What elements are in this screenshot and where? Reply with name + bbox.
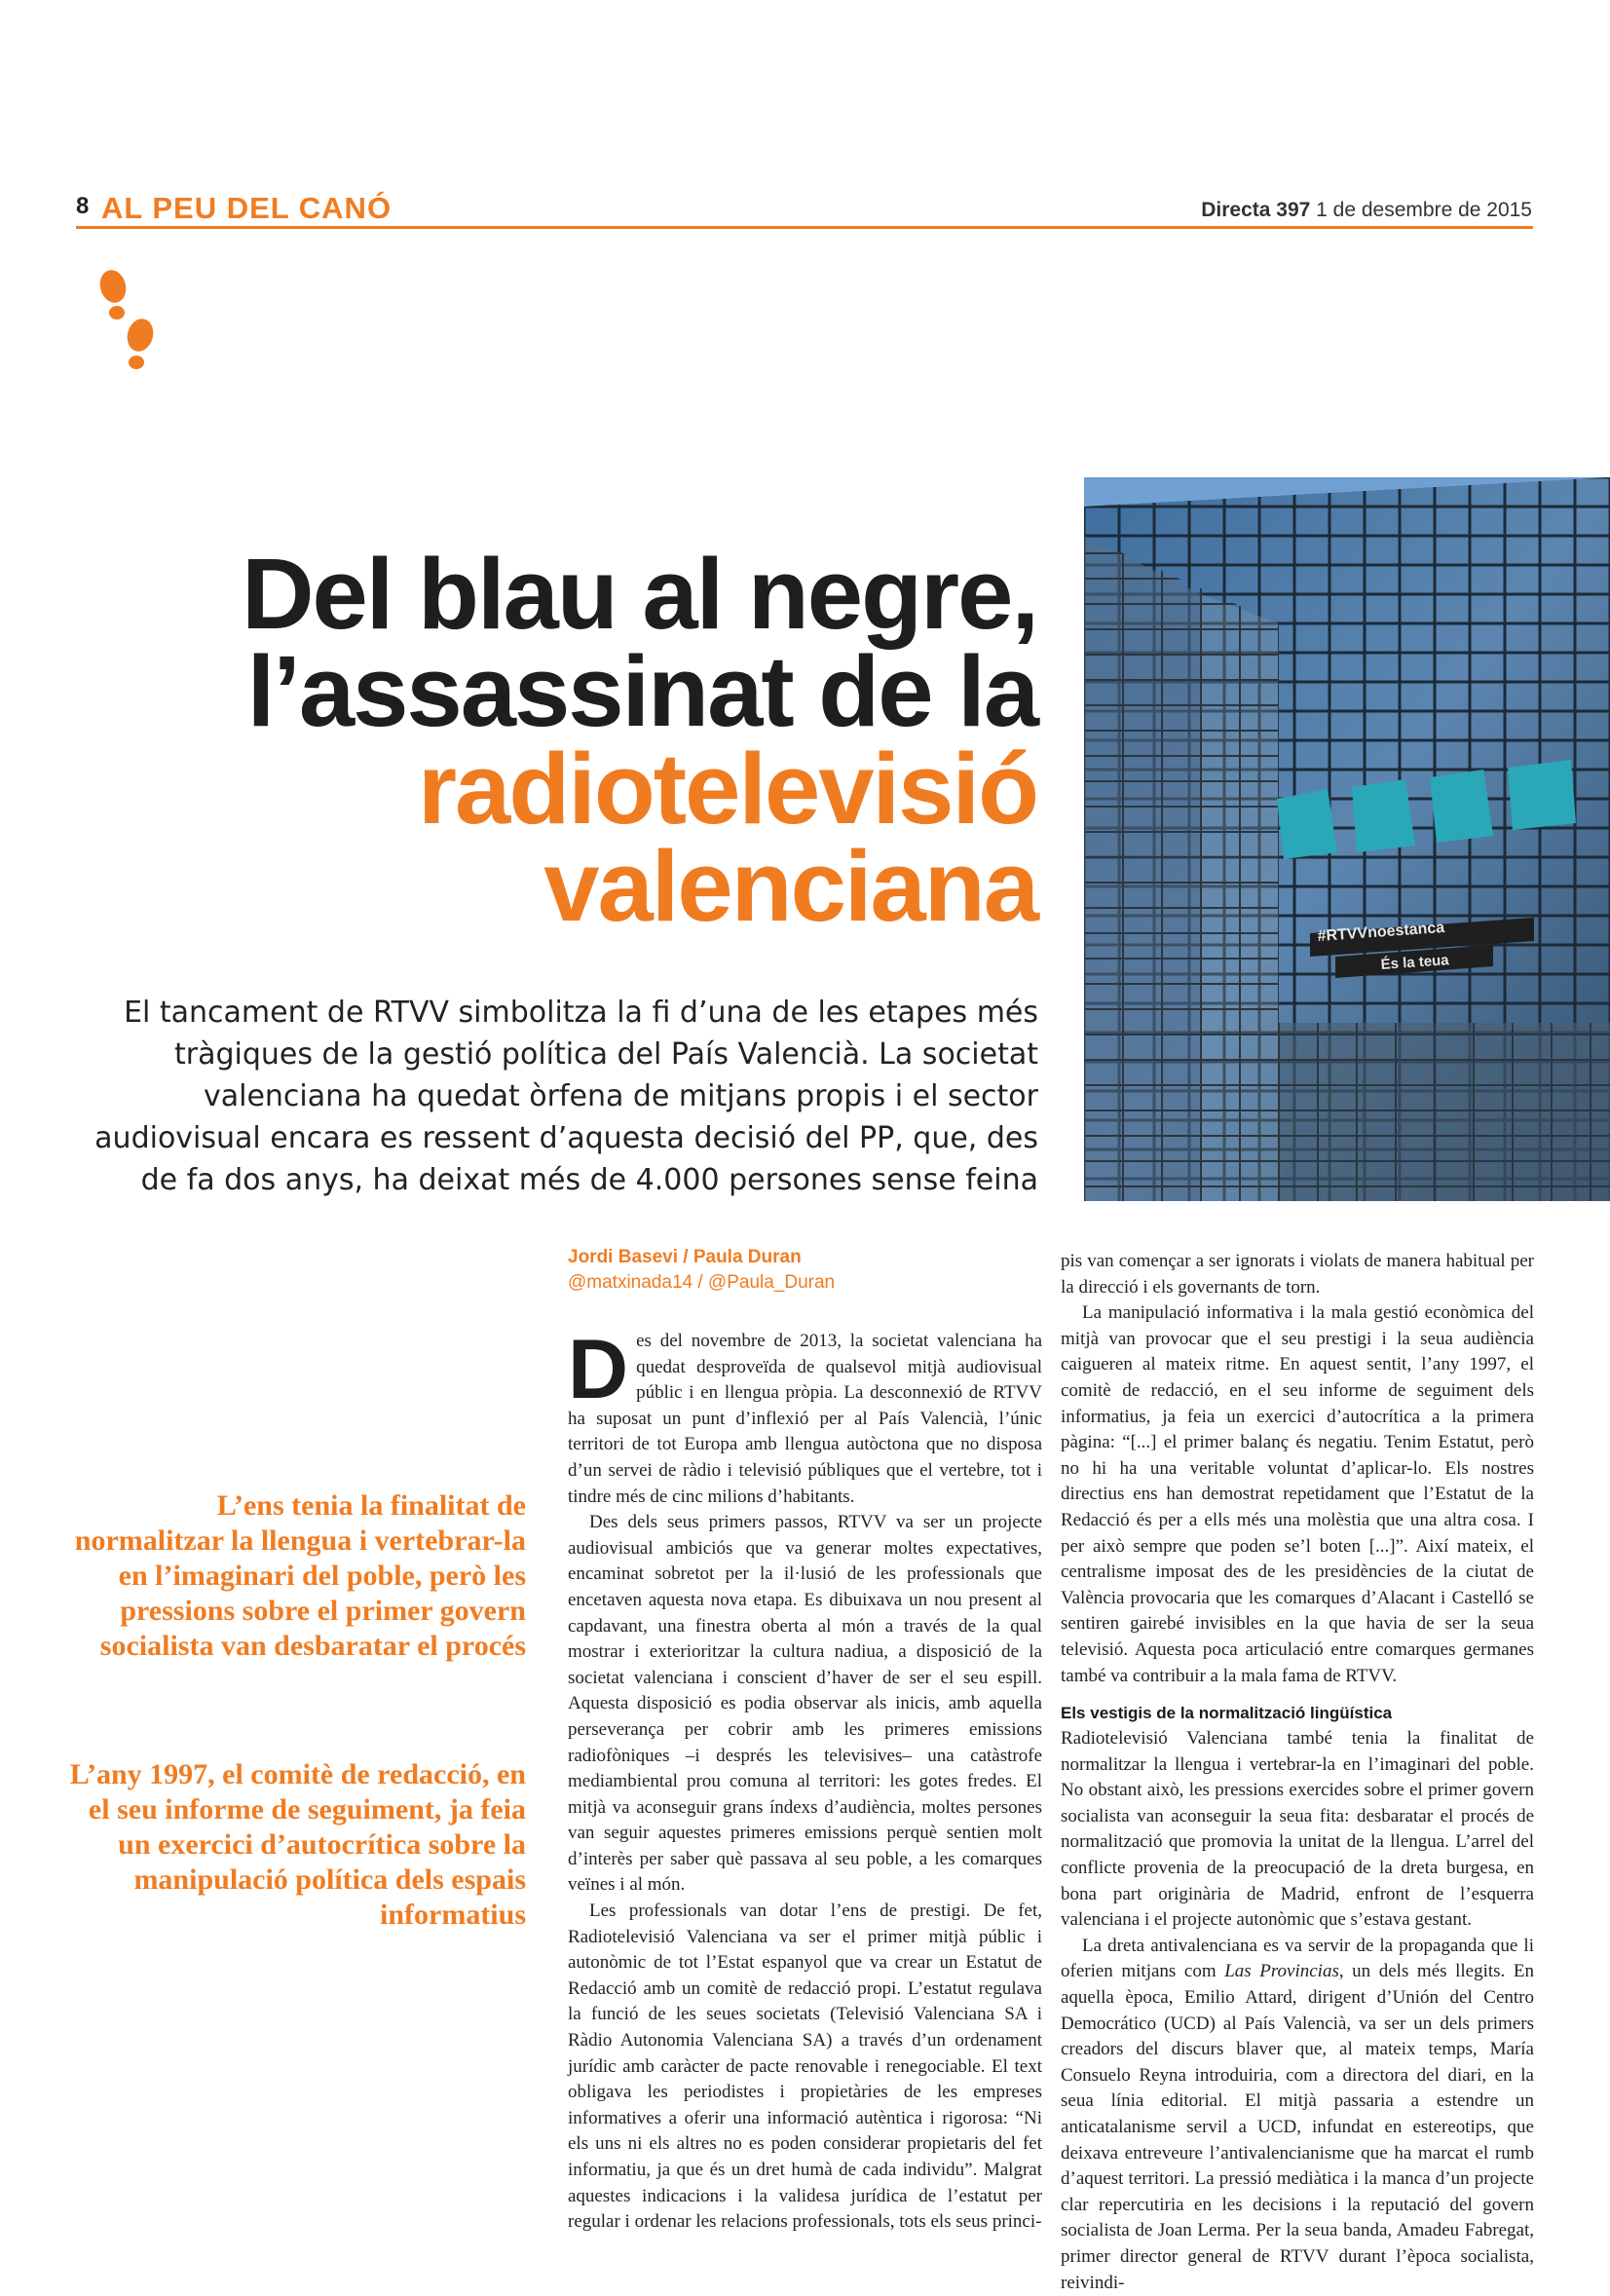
- banner-text-1: #RTVVnoestanca: [1317, 919, 1445, 945]
- body-paragraph: Radiotelevisió Valenciana també tenia la finalitat de normalitzar la llengua i vertebrar-la en l’imaginari del poble. No obstant això, les pressions exercides sobre el primer govern socialista van aconseguir la seua fita: desbaratar el procés de normalització que promovia la unitat de la llengua. L’arrel del conflicte provenia de la preocupació de la dreta burgesa, en bona part originària de Madrid, enfront de l’esquerra valenciana i el projecte autonòmic que s’estava gestant.: [1061, 1728, 1534, 1931]
- body-paragraph: La manipulació informativa i la mala gestió econòmica del mitjà van provocar que el seu prestigi i la seua audiència caigueren al mateix ritme. En aquest sentit, l’any 1997, el comitè de redacció, en el seu informe de seguiment dels informatius, ja feia un exercici d’autocrítica a la primera pàgina: “[...] el primer balanç és negatiu. Tenim Estatut, però no hi ha una veritable voluntat d’aplicar-lo. Els nostres directius ens han demostrat repetidament que l’Estatut de la Redacció és per a ells més una molèstia que una altra cosa. I per això sempre que poden se’l boten [...]”. Així mateix, el centralisme imposat des de les presidències de la ciutat de València provocaria que les comarques d’Alacant i Castelló se sentiren gairebé invisibles en la que havia de ser la seua televisió. Aquesta poca articulació entre comarques germanes també va contribuir a la mala fama de RTVV.: [1061, 1302, 1534, 1686]
- issue-info: [1201, 199, 1532, 222]
- article-lead: El tancament de RTVV simbolitza la fi d’una de les etapes més tràgiques de la gestió política del País Valencià. La societat valenciana ha quedat òrfena de mitjans propis i el sector audiovisual encara es ressent d’aquesta decisió del PP, que, des de fa dos anys, ha deixat més de 4.000 persones sense feina: [94, 996, 1038, 1197]
- pullquote-2: L’any 1997, el comitè de redacció, en el seu informe de seguiment, ja feia un exercici d’autocrítica sobre la manipulació política dels espais informatius: [69, 1758, 526, 1931]
- header-rule: [76, 226, 1533, 229]
- banner-text-2: És la teua: [1380, 952, 1450, 973]
- title-line-2: l’assassinat de la: [246, 635, 1037, 747]
- title-line-4: valenciana: [543, 830, 1037, 942]
- building-illustration: [1084, 477, 1610, 1201]
- building-photo: [1084, 477, 1610, 1201]
- footprints-icon: [92, 269, 162, 386]
- byline-handles: @matxinada14 / @Paula_Duran: [568, 1272, 836, 1293]
- pullquote-1: L’ens tenia la finalitat de normalitzar la llengua i vertebrar-la en l’imaginari del poble, però les pressions sobre el primer govern socialista van desbaratar el procés: [74, 1489, 526, 1662]
- byline-authors: Jordi Basevi / Paula Duran: [568, 1247, 802, 1267]
- issue-date: 1 de desembre de 2015: [1316, 199, 1532, 221]
- body-paragraph: La dreta antivalenciana es va servir de la propaganda que li oferien mitjans com Las Provincias, un dels més llegits. En aquella època, Emilio Attard, dirigent d’Unión del Centro Democrático (UCD) al País Valencià, va ser un dels primers creadors del discurs blaver que, al mateix temps, María Consuelo Reyna introduiria, com a directora del diari, en la seua línia editorial. El mitjà passaria a estendre un anticatalanisme servil a UCD, infundat en estereotips, que deixava entreveure l’antivalencianisme que ha marcat el rumb d’aquest territori. La pressió mediàtica i la manca d’un projecte clar repercutiria en les decisions i la reputació del govern socialista de Joan Lerma. Per la seua banda, Amadeu Fabregat, primer director general de RTVV durant l’època socialista, reivindi-: [1061, 1935, 1534, 2293]
- body-column-2: [1061, 1249, 1534, 2296]
- section-subhead: Els vestigis de la normalització lingüística: [1061, 1704, 1393, 1723]
- article-title: [63, 538, 1037, 942]
- body-paragraph: pis van començar a ser ignorats i violats de manera habitual per la direcció i els governants de torn.: [1061, 1251, 1534, 1298]
- drop-cap: D: [568, 1323, 629, 1416]
- body-paragraph: Des del novembre de 2013, la societat valenciana ha quedat desproveïda de qualsevol mitjà audiovisual públic i en llengua pròpia. La desconnexió de RTVV ha suposat un punt d’inflexió per al País Valencià, l’únic territori de tot Europa amb llengua autòctona que no disposa d’un servei de ràdio i televisió públiques que el vertebre, tot i tindre més de cinc milions d’habitants.: [568, 1323, 1042, 1507]
- body-paragraph: Des dels seus primers passos, RTVV va ser un projecte audiovisual ambiciós que va generar moltes expectatives, encaminat sobretot per la il·lusió de les professionals que encetaven aquesta nova etapa. Es dibuixava un nou present al capdavant, una finestra oberta al món a través de la qual mostrar i exterioritzar la cultura nadiua, a disposició de la societat valenciana i conscient d’haver de ser el seu espill. Aquesta disposició es podia observar als inicis, amb aquella perseverança per cobrir amb les primeres emissions radiofòniques –i després les televisives– una catàstrofe mediambiental prou comuna al territori: les gotes fredes. El mitjà va aconseguir grans índexs d’audiència, moltes persones van seguir aquestes primeres emissions perquè sentien molt d’interès per saber què passava al seu poble, a les comarques veïnes i al món.: [568, 1512, 1042, 1896]
- title-line-3: radiotelevisió: [417, 733, 1037, 845]
- title-line-1: Del blau al negre,: [242, 538, 1037, 650]
- section-title: AL PEU DEL CANÓ: [101, 191, 393, 225]
- newspaper-name: Las Provincias: [1224, 1961, 1339, 1982]
- page-number: 8: [76, 193, 90, 219]
- body-column-1: [568, 1323, 1042, 2236]
- body-paragraph: Les professionals van dotar l’ens de prestigi. De fet, Radiotelevisió Valenciana va ser el primer mitjà públic i autonòmic de tot l’Estat espanyol que va crear un Estatut de Redacció amb un comitè de redacció propi. L’estatut regulava la funció de les seues societats (Televisió Valenciana SA i Ràdio Autonomia Valenciana SA) a través d’un ordenament jurídic amb caràcter de pacte renovable i renegociable. El text obligava les periodistes i propietàries de les empreses informatives a oferir una informació autèntica i rigorosa: “Ni els uns ni els altres no es poden considerar propietaris del fet informatiu, ja que és un dret humà de cada individu”. Malgrat aquestes indicacions i la validesa jurídica de l’estatut per regular i ordenar les relacions professionals, tots els seus princi-: [568, 1901, 1042, 2233]
- publication-name: Directa 397: [1201, 199, 1311, 221]
